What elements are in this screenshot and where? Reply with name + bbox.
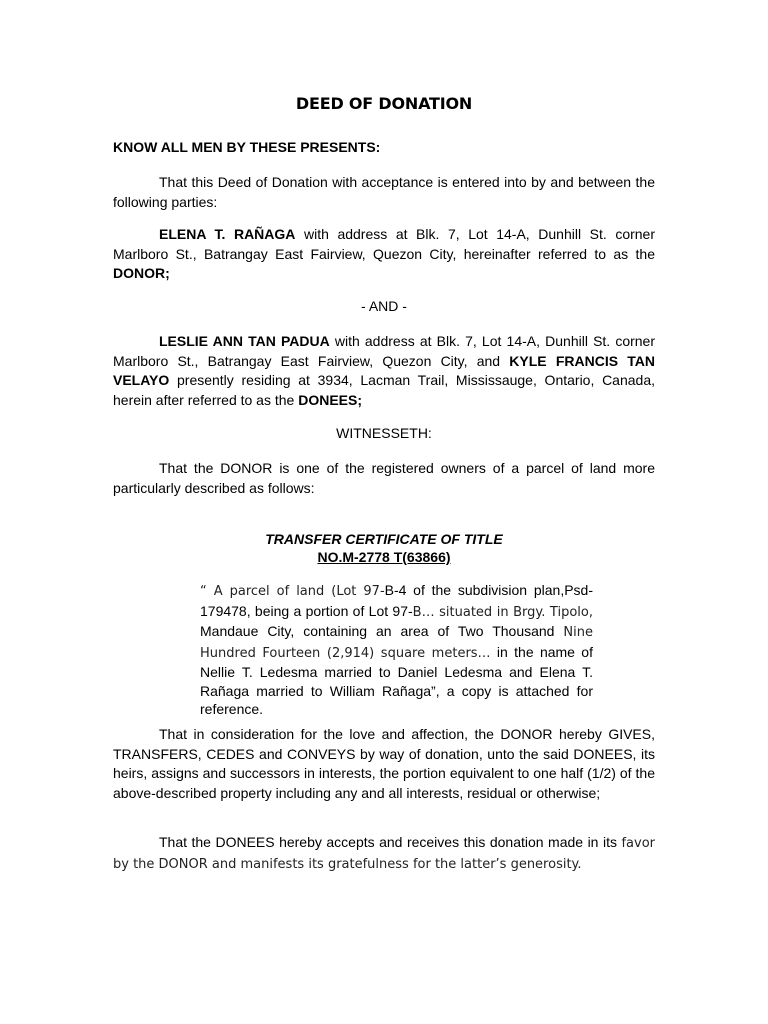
parcel-part-3: B… situated in Brgy. Tipolo,	[412, 604, 593, 620]
tct-title	[0, 530, 768, 548]
tct-number	[0, 548, 768, 566]
consideration-paragraph: That in consideration for the love and affection, the DONOR hereby GIVES, TRANSFERS, CEDES and CONVEYS by way of donation, unto the said DONEES, its heirs, assigns and successors in interests, the portion equivalent to one half (1/2) of the above-described property including any and all interests, residual or otherwise;	[113, 726, 655, 801]
donee-address-text: with address at Blk. 7, Lot 14-A, Dunhill St. corner Marlboro St., Batrangay East Fairview, Quezon City, and	[113, 333, 656, 369]
document-title: DEED OF DONATION	[295, 94, 473, 113]
parcel-part-4: Mandaue City, containing an area of Two Thousand	[200, 623, 564, 639]
donor-address-text: with address at Blk. 7, Lot 14-A, Dunhill St. corner Marlboro St., Batrangay East Fairview, Quezon City, hereinafter referred to as the	[113, 226, 656, 262]
donee-residence-text: presently residing at 3934, Lacman Trail, Mississauge, Ontario, Canada, herein after referred to as the	[113, 372, 655, 408]
donees-paragraph	[113, 332, 655, 410]
parcel-part-6: in the name of Nellie T. Ledesma married to Daniel Ledesma and Elena T. Rañaga married to William Rañaga”, a copy is attached for reference.	[200, 643, 593, 717]
acceptance-paragraph	[113, 833, 655, 874]
tct-title-text: TRANSFER CERTIFICATE OF TITLE	[265, 531, 503, 547]
donee-name-2: KYLE FRANCIS TAN VELAYO	[113, 352, 655, 388]
donor-role: DONOR;	[113, 265, 170, 281]
acceptance-part-2: favor by the DONOR and manifests its gratefulness for the latter’s generosity.	[113, 836, 655, 872]
intro-paragraph: That this Deed of Donation with acceptance is entered into by and between the following parties:	[113, 174, 655, 210]
parcel-part-1: “ A parcel of land (Lot 97-	[200, 584, 385, 599]
parcel-part-5: Nine Hundred Fourteen (2,914) square meters…	[200, 625, 593, 661]
parcel-description	[200, 581, 593, 719]
donee-name-1: LESLIE ANN TAN PADUA	[159, 333, 330, 349]
donor-paragraph	[113, 225, 655, 284]
and-separator: - AND -	[361, 298, 407, 314]
tct-number-text: NO.M-2778 T(63866)	[317, 549, 451, 565]
parcel-part-2: B-4 of the subdivision plan,Psd-179478, being a portion of Lot 97-	[200, 582, 593, 619]
donees-role: DONEES;	[298, 391, 363, 408]
donor-name: ELENA T. RAÑAGA	[159, 226, 296, 242]
witnesseth-heading: WITNESSETH:	[336, 425, 432, 441]
acceptance-part-1: That the DONEES hereby accepts and receives this donation made in its	[159, 834, 622, 850]
registered-owner-paragraph: That the DONOR is one of the registered owners of a parcel of land more particularly described as follows:	[113, 460, 655, 496]
opening-heading: KNOW ALL MEN BY THESE PRESENTS:	[113, 139, 381, 155]
